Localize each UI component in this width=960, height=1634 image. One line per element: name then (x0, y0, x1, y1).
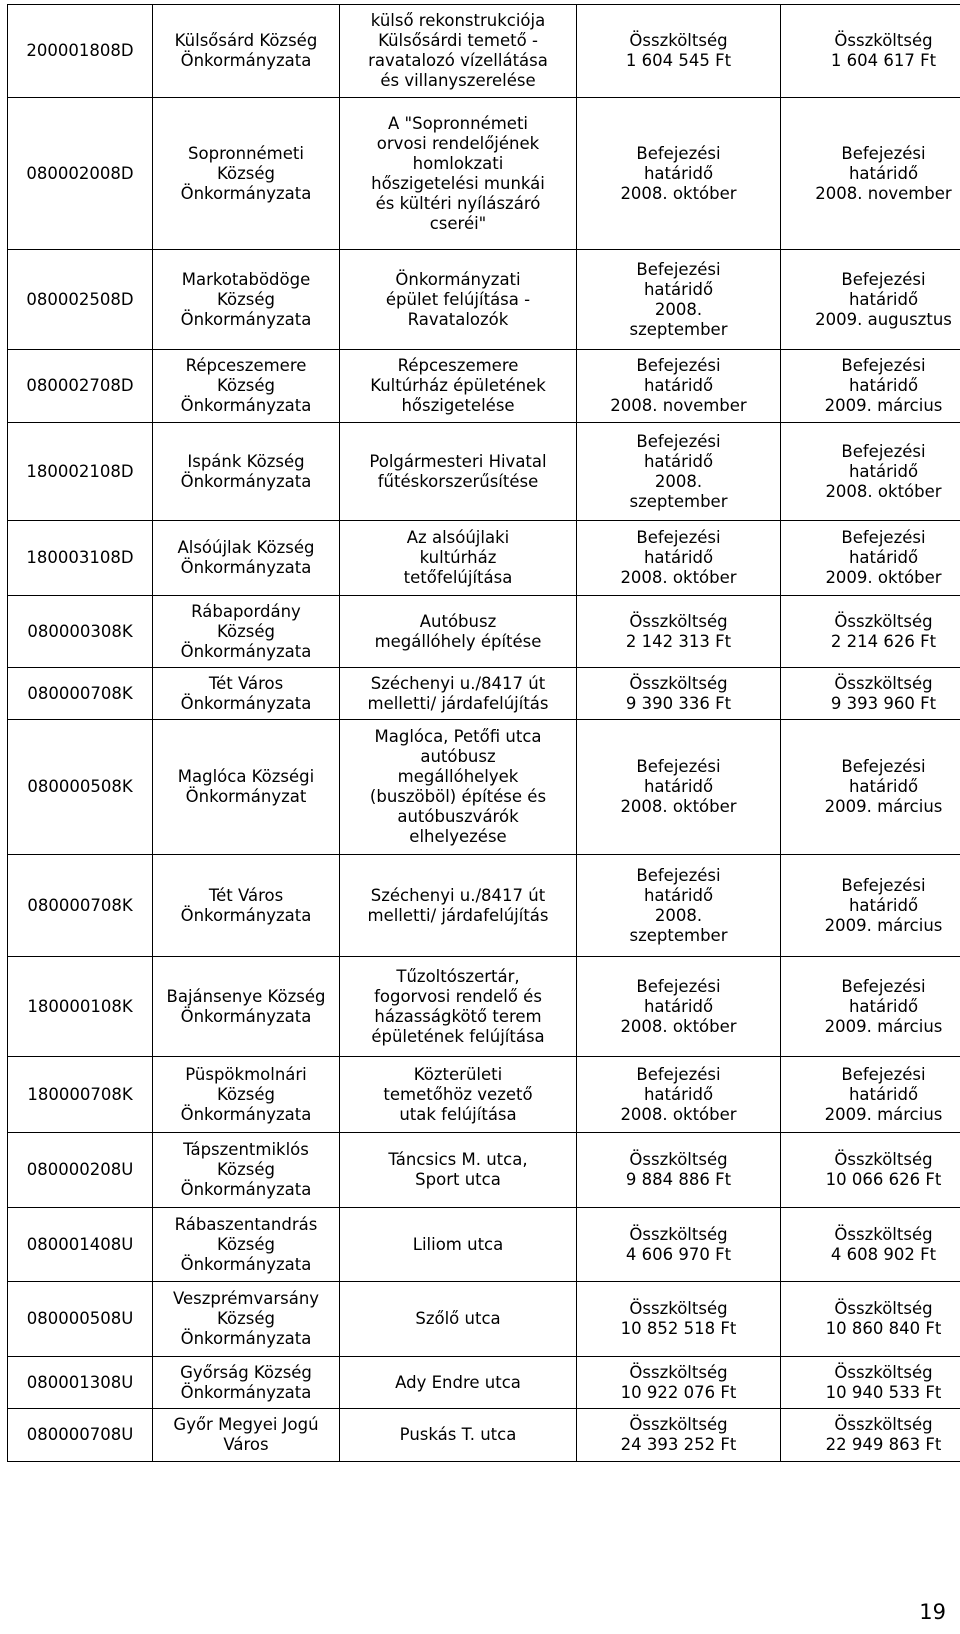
cell-line: Alsóújlak Község (177, 538, 315, 557)
cell-line: Város (223, 1435, 269, 1454)
cell-project (340, 1409, 577, 1462)
cell-line: határidő (643, 996, 714, 1016)
cell-line: Község (217, 1309, 275, 1328)
cell-project (340, 423, 577, 521)
cell-applicant (153, 98, 340, 250)
cell-project (340, 1357, 577, 1409)
cell-line: határidő (848, 289, 919, 309)
cell-line: Sopronnémeti (188, 143, 304, 163)
cell-line: 9 393 960 Ft (830, 693, 937, 713)
cell-project (340, 668, 577, 720)
cell-line: Befejezési (636, 757, 721, 776)
cell-status-planned (577, 957, 781, 1057)
cell-line: Ravatalozók (407, 309, 509, 329)
cell-line: Önkormányzata (180, 693, 312, 713)
cell-line: Önkormányzata (180, 1382, 312, 1402)
cell-line: Befejezési (841, 356, 926, 375)
cell-line: Tét Város (208, 885, 284, 905)
cell-status-actual (781, 1057, 960, 1133)
cell-project (340, 1208, 577, 1282)
cell-line: Összköltség (834, 1150, 933, 1169)
cell-line: Összköltség (629, 1299, 728, 1318)
cell-line: Széchenyi u./8417 út (370, 673, 546, 693)
cell-line: 2008. (654, 299, 703, 319)
cell-line: Bajánsenye Község (166, 986, 326, 1006)
table-row (8, 423, 960, 521)
cell-line: Befejezési (636, 528, 721, 547)
cell-project (340, 350, 577, 423)
cell-status-actual (781, 668, 960, 720)
cell-line: Győrság Község (180, 1362, 312, 1382)
cell-line: határidő (848, 548, 919, 567)
cell-line: határidő (848, 777, 919, 796)
cell-line: Önkormányzata (180, 1329, 312, 1348)
cell-line: Összköltség (834, 1299, 933, 1318)
cell-line: Ispánk Község (187, 451, 305, 471)
cell-line: Püspökmolnári (185, 1064, 307, 1084)
cell-project (340, 1133, 577, 1208)
table-row (8, 350, 960, 423)
cell-line: Markotabödöge (181, 269, 311, 289)
cell-line: Befejezési (841, 528, 926, 547)
cell-status-planned (577, 596, 781, 668)
cell-line: Összköltség (629, 673, 728, 693)
cell-line: határidő (848, 996, 919, 1016)
cell-status-actual (781, 855, 960, 957)
cell-status-actual (781, 1133, 960, 1208)
cell-line: házasságkötő terem (374, 1006, 542, 1026)
cell-line: épület felújítása - (385, 289, 531, 309)
cell-line: Veszprémvarsány (172, 1289, 320, 1308)
cell-line: Külsősárd Község (174, 31, 318, 50)
cell-line: határidő (848, 1084, 919, 1104)
cell-applicant (153, 596, 340, 668)
cell-line: fogorvosi rendelő és (374, 986, 542, 1006)
cell-line: Önkormányzata (180, 1104, 312, 1124)
cell-line: Befejezési (841, 976, 926, 996)
cell-line: Befejezési (636, 259, 721, 279)
cell-code: 080002008D (8, 98, 153, 250)
cell-line: 2008. október (620, 797, 737, 816)
cell-code: 080000508K (8, 720, 153, 855)
cell-line: Széchenyi u./8417 út (370, 885, 546, 905)
cell-line: határidő (848, 895, 919, 915)
table-row (8, 720, 960, 855)
cell-line: 2008. október (620, 1016, 737, 1036)
cell-status-planned (577, 1357, 781, 1409)
cell-line: határidő (848, 376, 919, 395)
cell-project (340, 855, 577, 957)
cell-line: 2009. március (824, 1104, 943, 1124)
cell-line: Önkormányzata (180, 309, 312, 329)
cell-status-planned (577, 1282, 781, 1357)
cell-line: melletti/ járdafelújítás (367, 905, 549, 925)
cell-code: 080000308K (8, 596, 153, 668)
cell-code: 080000708K (8, 668, 153, 720)
cell-code: 080002708D (8, 350, 153, 423)
cell-line: Összköltség (834, 673, 933, 693)
cell-applicant (153, 250, 340, 350)
table-row (8, 1133, 960, 1208)
cell-line: Önkormányzata (180, 905, 312, 925)
cell-line: határidő (643, 451, 714, 471)
cell-project (340, 250, 577, 350)
cell-line: Győr Megyei Jogú (173, 1415, 319, 1434)
cell-project (340, 1282, 577, 1357)
cell-line: Maglóca, Petőfi utca (374, 727, 542, 746)
cell-line: 10 922 076 Ft (620, 1382, 737, 1402)
cell-project (340, 720, 577, 855)
cell-line: Táncsics M. utca, (388, 1150, 528, 1169)
cell-line: 2009. március (824, 396, 943, 415)
table-row (8, 1057, 960, 1133)
cell-code: 080001408U (8, 1208, 153, 1282)
cell-line: Befejezési (841, 441, 926, 461)
cell-line: Önkormányzat (185, 787, 307, 806)
cell-line: Tűzoltószertár, (396, 966, 520, 986)
cell-line: Befejezési (841, 1064, 926, 1084)
cell-line: kultúrház (419, 548, 497, 567)
cell-line: határidő (848, 461, 919, 481)
cell-line: Az alsóújlaki (406, 528, 510, 547)
cell-line: Befejezési (841, 143, 926, 163)
cell-line: Kultúrház épületének (370, 376, 546, 395)
table-row (8, 521, 960, 596)
cell-applicant (153, 423, 340, 521)
cell-line: Befejezési (636, 356, 721, 375)
table-row (8, 855, 960, 957)
cell-line: melletti/ járdafelújítás (367, 693, 549, 713)
cell-line: Önkormányzata (180, 51, 312, 70)
cell-line: 2008. november (610, 396, 747, 415)
cell-status-planned (577, 720, 781, 855)
cell-line: A "Sopronnémeti (387, 113, 529, 133)
cell-line: Önkormányzata (180, 1006, 312, 1026)
table-row (8, 668, 960, 720)
cell-line: 2008. november (815, 183, 952, 203)
cell-line: Befejezési (841, 757, 926, 776)
cell-line: Összköltség (834, 611, 933, 631)
cell-project (340, 5, 577, 98)
cell-line: elhelyezése (409, 827, 507, 846)
cell-line: 2008. október (825, 481, 942, 501)
cell-line: Közterületi (413, 1064, 503, 1084)
cell-status-actual (781, 350, 960, 423)
cell-line: szeptember (629, 925, 728, 945)
cell-line: Község (217, 1234, 275, 1254)
cell-line: 2009. március (824, 1016, 943, 1036)
cell-project (340, 98, 577, 250)
cell-line: orvosi rendelőjének (376, 133, 540, 153)
cell-line: 2008. október (620, 1104, 737, 1124)
cell-line: szeptember (629, 491, 728, 511)
cell-line: fűtéskorszerűsítése (377, 471, 539, 491)
cell-line: tetőfelújítása (403, 568, 513, 587)
projects-table-body (8, 5, 960, 1462)
cell-applicant (153, 1409, 340, 1462)
cell-status-actual (781, 423, 960, 521)
cell-code: 080000708K (8, 855, 153, 957)
cell-line: Liliom utca (412, 1234, 504, 1254)
cell-line: és kültéri nyílászáró (375, 193, 541, 213)
cell-line: Befejezési (636, 431, 721, 451)
cell-line: Befejezési (636, 865, 721, 885)
cell-line: Befejezési (636, 143, 721, 163)
cell-applicant (153, 855, 340, 957)
cell-line: 4 606 970 Ft (625, 1244, 732, 1264)
cell-line: határidő (643, 1084, 714, 1104)
cell-status-planned (577, 1409, 781, 1462)
table-row (8, 5, 960, 98)
cell-status-planned (577, 668, 781, 720)
cell-line: Összköltség (629, 1150, 728, 1169)
cell-line: 4 608 902 Ft (830, 1244, 937, 1264)
cell-code: 080002508D (8, 250, 153, 350)
cell-line: Szőlő utca (415, 1309, 501, 1328)
cell-line: 2009. augusztus (815, 309, 952, 329)
cell-line: Község (217, 376, 275, 395)
cell-status-actual (781, 720, 960, 855)
cell-line: Község (217, 289, 275, 309)
cell-line: Önkormányzata (180, 183, 312, 203)
cell-line: megállóhelyek (397, 767, 519, 786)
cell-code: 180000108K (8, 957, 153, 1057)
cell-status-planned (577, 5, 781, 98)
cell-code: 180000708K (8, 1057, 153, 1133)
cell-status-planned (577, 1057, 781, 1133)
cell-line: külső rekonstrukciója (370, 11, 546, 30)
projects-table (7, 4, 960, 1462)
cell-line: (buszöböl) építése és (369, 787, 547, 806)
cell-line: 2 214 626 Ft (830, 631, 937, 651)
cell-code: 080000208U (8, 1133, 153, 1208)
cell-status-actual (781, 1409, 960, 1462)
cell-applicant (153, 957, 340, 1057)
cell-status-actual (781, 1282, 960, 1357)
cell-line: Maglóca Községi (177, 767, 315, 786)
cell-line: 24 393 252 Ft (620, 1435, 737, 1454)
cell-status-planned (577, 250, 781, 350)
cell-line: Önkormányzata (180, 558, 312, 577)
cell-status-planned (577, 1208, 781, 1282)
cell-status-actual (781, 596, 960, 668)
cell-status-actual (781, 1357, 960, 1409)
cell-line: hőszigetelése (401, 396, 515, 415)
cell-line: Összköltség (629, 1362, 728, 1382)
cell-line: 10 852 518 Ft (620, 1319, 737, 1338)
cell-code: 080000508U (8, 1282, 153, 1357)
cell-line: épületének felújítása (371, 1026, 545, 1046)
cell-line: ravatalozó vízellátása (368, 51, 548, 70)
cell-line: Önkormányzata (180, 471, 312, 491)
cell-line: Rábaszentandrás (174, 1214, 318, 1234)
cell-status-planned (577, 1133, 781, 1208)
cell-line: Önkormányzata (180, 396, 312, 415)
cell-line: Répceszemere (185, 356, 307, 375)
cell-line: hőszigetelési munkái (371, 173, 545, 193)
cell-line: 9 884 886 Ft (625, 1170, 732, 1189)
cell-line: Önkormányzati (395, 269, 521, 289)
cell-line: Község (217, 1084, 275, 1104)
cell-applicant (153, 521, 340, 596)
cell-status-actual (781, 5, 960, 98)
cell-line: Önkormányzata (180, 1254, 312, 1274)
cell-line: Önkormányzata (180, 1180, 312, 1199)
cell-applicant (153, 1357, 340, 1409)
cell-line: homlokzati (412, 153, 504, 173)
cell-line: Külsősárdi temető - (378, 31, 538, 50)
cell-code: 200001808D (8, 5, 153, 98)
cell-line: Község (217, 1160, 275, 1179)
cell-line: határidő (848, 163, 919, 183)
cell-line: Összköltség (834, 1415, 933, 1434)
cell-applicant (153, 1133, 340, 1208)
cell-status-actual (781, 1208, 960, 1282)
cell-line: határidő (643, 777, 714, 796)
cell-line: Befejezési (636, 1064, 721, 1084)
cell-status-actual (781, 957, 960, 1057)
cell-code: 180002108D (8, 423, 153, 521)
cell-line: Összköltség (834, 31, 933, 50)
cell-line: Sport utca (415, 1170, 501, 1189)
cell-line: utak felújítása (399, 1104, 517, 1124)
cell-line: Autóbusz (419, 611, 497, 631)
cell-line: 2009. március (824, 915, 943, 935)
cell-line: 10 066 626 Ft (825, 1170, 942, 1189)
cell-status-actual (781, 250, 960, 350)
cell-line: határidő (643, 163, 714, 183)
cell-applicant (153, 5, 340, 98)
cell-line: határidő (643, 279, 714, 299)
cell-status-planned (577, 423, 781, 521)
cell-line: Község (217, 621, 275, 641)
cell-status-planned (577, 855, 781, 957)
cell-line: megállóhely építése (374, 631, 542, 651)
cell-line: 22 949 863 Ft (825, 1435, 942, 1454)
cell-line: határidő (643, 885, 714, 905)
cell-line: Összköltség (629, 1224, 728, 1244)
cell-line: Ady Endre utca (395, 1372, 521, 1392)
table-row (8, 1409, 960, 1462)
cell-line: 2008. október (620, 183, 737, 203)
cell-line: Önkormányzata (180, 641, 312, 661)
cell-code: 080001308U (8, 1357, 153, 1409)
cell-status-planned (577, 98, 781, 250)
cell-applicant (153, 350, 340, 423)
cell-line: 2009. október (825, 568, 942, 587)
cell-line: határidő (643, 376, 714, 395)
cell-applicant (153, 1057, 340, 1133)
cell-applicant (153, 720, 340, 855)
cell-applicant (153, 668, 340, 720)
cell-line: Tét Város (208, 673, 284, 693)
cell-line: Összköltség (834, 1224, 933, 1244)
cell-line: Összköltség (629, 31, 728, 50)
cell-status-actual (781, 521, 960, 596)
cell-line: Polgármesteri Hivatal (369, 451, 547, 471)
cell-line: Puskás T. utca (399, 1425, 517, 1444)
table-row (8, 250, 960, 350)
cell-line: 2009. március (824, 797, 943, 816)
cell-line: 2008. október (620, 568, 737, 587)
cell-line: autóbuszvárók (397, 807, 519, 826)
cell-line: 10 940 533 Ft (825, 1382, 942, 1402)
cell-code: 180003108D (8, 521, 153, 596)
cell-status-actual (781, 98, 960, 250)
cell-line: 9 390 336 Ft (625, 693, 732, 713)
cell-line: 10 860 840 Ft (825, 1319, 942, 1338)
cell-status-planned (577, 350, 781, 423)
cell-applicant (153, 1208, 340, 1282)
cell-line: Befejezési (636, 976, 721, 996)
table-row (8, 596, 960, 668)
cell-line: temetőhöz vezető (383, 1084, 533, 1104)
table-row (8, 1357, 960, 1409)
cell-line: és villanyszerelése (380, 71, 536, 90)
cell-line: határidő (643, 548, 714, 567)
table-row (8, 1282, 960, 1357)
cell-line: Összköltség (629, 1415, 728, 1434)
cell-project (340, 957, 577, 1057)
cell-line: Összköltség (834, 1362, 933, 1382)
cell-line: 1 604 545 Ft (625, 51, 732, 70)
cell-line: Répceszemere (397, 356, 519, 375)
cell-line: Befejezési (841, 875, 926, 895)
table-row (8, 98, 960, 250)
cell-code: 080000708U (8, 1409, 153, 1462)
cell-project (340, 521, 577, 596)
cell-applicant (153, 1282, 340, 1357)
page-number: 19 (919, 1600, 946, 1624)
cell-line: Összköltség (629, 611, 728, 631)
cell-line: szeptember (629, 319, 728, 339)
cell-line: cseréi" (429, 213, 487, 233)
cell-line: Befejezési (841, 269, 926, 289)
table-row (8, 957, 960, 1057)
cell-line: 2008. (654, 471, 703, 491)
cell-project (340, 1057, 577, 1133)
cell-line: Község (217, 163, 275, 183)
cell-status-planned (577, 521, 781, 596)
cell-project (340, 596, 577, 668)
cell-line: autóbusz (420, 747, 496, 766)
cell-line: 1 604 617 Ft (830, 51, 937, 70)
cell-line: Rábapordány (191, 601, 301, 621)
cell-line: 2008. (654, 905, 703, 925)
table-row (8, 1208, 960, 1282)
cell-line: 2 142 313 Ft (625, 631, 732, 651)
cell-line: Tápszentmiklós (183, 1140, 309, 1159)
